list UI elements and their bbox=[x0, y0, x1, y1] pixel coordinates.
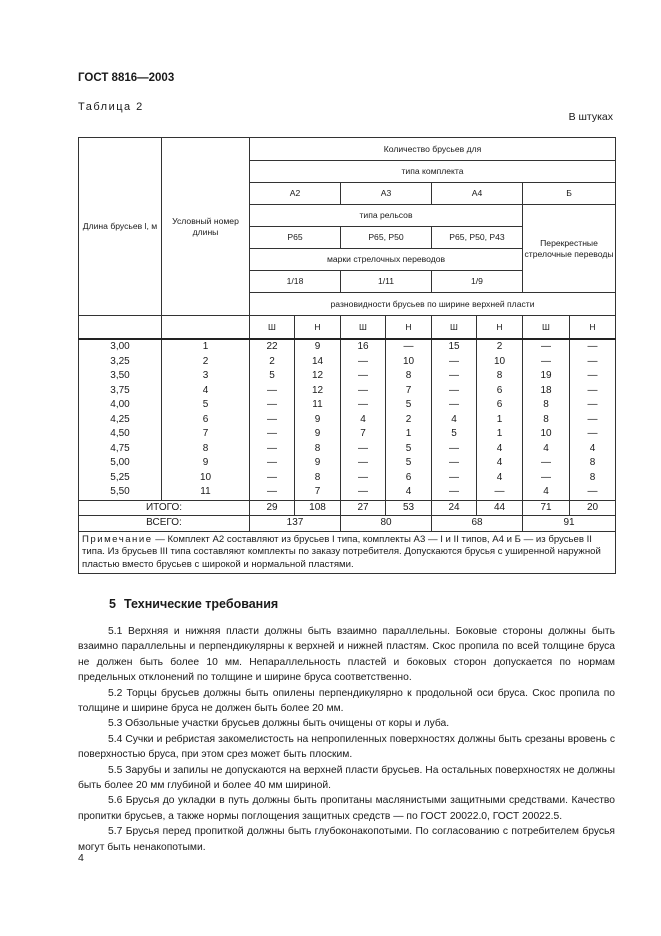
length-header: Длина брусьев l, м bbox=[79, 138, 162, 316]
sub-header: Ш bbox=[250, 316, 295, 340]
section-number: 5 bbox=[109, 597, 116, 611]
table-cell: 3,75 bbox=[79, 384, 162, 399]
table-cell: 15 bbox=[432, 339, 477, 355]
table-cell: — bbox=[523, 471, 570, 486]
table-cell: — bbox=[570, 369, 616, 384]
itogo-cell: 71 bbox=[523, 500, 570, 516]
table-cell: 4,50 bbox=[79, 427, 162, 442]
paragraph: 5.4 Сучки и ребристая закомелистость на непропиленных поверхностях должны быть срезаны вровень с поверхностью бруса, при этом срез может быть плоским. bbox=[78, 733, 615, 761]
table-cell: 8 bbox=[162, 442, 250, 457]
table-row bbox=[79, 355, 616, 370]
table-cell: — bbox=[250, 442, 295, 457]
rail-type-header: типа рельсов bbox=[250, 205, 523, 227]
table-cell: 19 bbox=[523, 369, 570, 384]
rail-r65: Р65 bbox=[250, 227, 341, 249]
table-cell: — bbox=[250, 427, 295, 442]
table-cell: — bbox=[250, 456, 295, 471]
section-title: Технические требования bbox=[123, 597, 279, 611]
kit-a2: А2 bbox=[250, 183, 341, 205]
vsego-label: ВСЕГО: bbox=[79, 516, 250, 532]
table-cell: 8 bbox=[570, 456, 616, 471]
kit-a3: А3 bbox=[341, 183, 432, 205]
sub-header: Ш bbox=[432, 316, 477, 340]
table-cell: — bbox=[341, 369, 386, 384]
table-note bbox=[79, 531, 616, 574]
table-cell: — bbox=[432, 384, 477, 399]
vsego-cell: 68 bbox=[432, 516, 523, 532]
sub-header: Ш bbox=[341, 316, 386, 340]
table-cell: — bbox=[341, 442, 386, 457]
table-cell: 6 bbox=[477, 384, 523, 399]
table-row bbox=[79, 413, 616, 428]
table-cell: — bbox=[250, 485, 295, 500]
page-number: 4 bbox=[78, 852, 84, 864]
itogo-cell: 44 bbox=[477, 500, 523, 516]
table-caption: Таблица 2 bbox=[78, 101, 144, 113]
table-cell: — bbox=[570, 427, 616, 442]
table-cell: 5 bbox=[386, 442, 432, 457]
table-cell: — bbox=[341, 485, 386, 500]
itogo-row bbox=[79, 500, 616, 516]
table-cell: 9 bbox=[295, 339, 341, 355]
table-cell: — bbox=[341, 355, 386, 370]
table-cell: 5,50 bbox=[79, 485, 162, 500]
table-cell: — bbox=[341, 398, 386, 413]
kit-b: Б bbox=[523, 183, 616, 205]
table-cell: 4 bbox=[477, 471, 523, 486]
itogo-cell: 24 bbox=[432, 500, 477, 516]
table-cell: — bbox=[570, 384, 616, 399]
table-cell: — bbox=[432, 442, 477, 457]
table-cell: 4 bbox=[386, 485, 432, 500]
table-cell: 22 bbox=[250, 339, 295, 355]
vsego-cell: 91 bbox=[523, 516, 616, 532]
table-cell: 6 bbox=[477, 398, 523, 413]
table-cell: 7 bbox=[162, 427, 250, 442]
table-cell: 3 bbox=[162, 369, 250, 384]
table-cell: — bbox=[523, 355, 570, 370]
table-cell: 3,00 bbox=[79, 339, 162, 355]
mark-1-11: 1/11 bbox=[341, 271, 432, 293]
table-cell: — bbox=[432, 355, 477, 370]
data-table bbox=[78, 137, 616, 574]
table-row bbox=[79, 369, 616, 384]
table-cell: 6 bbox=[386, 471, 432, 486]
table-cell: 5,25 bbox=[79, 471, 162, 486]
table-cell: 11 bbox=[295, 398, 341, 413]
table-cell: 3,25 bbox=[79, 355, 162, 370]
table-cell: 3,50 bbox=[79, 369, 162, 384]
table-cell: — bbox=[477, 485, 523, 500]
vsego-cell: 137 bbox=[250, 516, 341, 532]
section-heading bbox=[109, 597, 278, 611]
section-body bbox=[78, 624, 615, 855]
itogo-cell: 29 bbox=[250, 500, 295, 516]
table-unit: В штуках bbox=[568, 111, 613, 123]
kit-a4: А4 bbox=[432, 183, 523, 205]
kit-type-header: типа комплекта bbox=[250, 161, 616, 183]
table-cell: 8 bbox=[523, 398, 570, 413]
table-cell: 4 bbox=[523, 442, 570, 457]
table-cell: — bbox=[432, 485, 477, 500]
table-cell: 6 bbox=[162, 413, 250, 428]
sub-header: Н bbox=[295, 316, 341, 340]
table-row bbox=[79, 442, 616, 457]
table-cell: 18 bbox=[523, 384, 570, 399]
table-cell: 9 bbox=[295, 413, 341, 428]
table-cell: 1 bbox=[162, 339, 250, 355]
table-cell: — bbox=[432, 369, 477, 384]
table-cell: — bbox=[570, 339, 616, 355]
table-cell: 2 bbox=[477, 339, 523, 355]
table-cell: 8 bbox=[295, 442, 341, 457]
table-cell: 2 bbox=[386, 413, 432, 428]
sub-header: Н bbox=[477, 316, 523, 340]
table-row bbox=[79, 471, 616, 486]
table-row bbox=[79, 384, 616, 399]
table-cell: 12 bbox=[295, 384, 341, 399]
table-cell: 5 bbox=[250, 369, 295, 384]
table-cell: 4 bbox=[341, 413, 386, 428]
table-cell: 7 bbox=[295, 485, 341, 500]
sub-header: Н bbox=[570, 316, 616, 340]
table-cell: — bbox=[432, 456, 477, 471]
table-cell: — bbox=[341, 384, 386, 399]
table-cell: 9 bbox=[162, 456, 250, 471]
table-cell: 5 bbox=[432, 427, 477, 442]
table-cell: 5 bbox=[162, 398, 250, 413]
table-cell: 5 bbox=[386, 398, 432, 413]
mark-1-18: 1/18 bbox=[250, 271, 341, 293]
rail-r65-r50: Р65, Р50 bbox=[341, 227, 432, 249]
table-cell: — bbox=[570, 413, 616, 428]
cond-number-header: Условный номер длины bbox=[162, 138, 250, 316]
table-row bbox=[79, 339, 616, 355]
table-cell: 10 bbox=[386, 355, 432, 370]
table-cell: 4 bbox=[523, 485, 570, 500]
table-cell: — bbox=[570, 398, 616, 413]
table-cell: 1 bbox=[477, 413, 523, 428]
sub-header-spacer bbox=[162, 316, 250, 340]
table-cell: — bbox=[341, 471, 386, 486]
table-cell: 8 bbox=[295, 471, 341, 486]
paragraph: 5.6 Брусья до укладки в путь должны быть пропитаны маслянистыми защитными средствами. Качество пропитки брусьев, а также нормы поглощения защитных средств — по ГОСТ 20022.0, ГОСТ 20022.5. bbox=[78, 795, 615, 822]
paragraph: 5.2 Торцы брусьев должны быть опилены перпендикулярно к продольной оси бруса. Скос пропила по толщине и ширине бруса не должен быть более 20 мм. bbox=[78, 687, 615, 715]
sub-header-spacer bbox=[79, 316, 162, 340]
table-cell: 4,00 bbox=[79, 398, 162, 413]
table-cell: 14 bbox=[295, 355, 341, 370]
table-cell: 7 bbox=[341, 427, 386, 442]
itogo-cell: 108 bbox=[295, 500, 341, 516]
paragraph: 5.5 Зарубы и запилы не допускаются на верхней пласти брусьев. На остальных поверхностях не должны быть более 20 мм глубиной и более 40 мм шириной. bbox=[78, 764, 615, 792]
table-row bbox=[79, 398, 616, 413]
table-cell: — bbox=[341, 456, 386, 471]
table-cell: 5 bbox=[386, 456, 432, 471]
table-cell: 4 bbox=[477, 456, 523, 471]
table-cell: — bbox=[250, 398, 295, 413]
itogo-label: ИТОГО: bbox=[79, 500, 250, 516]
switch-marks-header: марки стрелочных переводов bbox=[250, 249, 523, 271]
table-cell: 8 bbox=[570, 471, 616, 486]
table-cell: — bbox=[250, 384, 295, 399]
table-cell: 9 bbox=[295, 456, 341, 471]
table-row bbox=[79, 427, 616, 442]
table-row bbox=[79, 456, 616, 471]
table-cell: 11 bbox=[162, 485, 250, 500]
table-cell: 4,75 bbox=[79, 442, 162, 457]
table-cell: 7 bbox=[386, 384, 432, 399]
variants-header: разновидности брусьев по ширине верхней пласти bbox=[250, 293, 616, 316]
table-cell: — bbox=[570, 355, 616, 370]
table-cell: 10 bbox=[523, 427, 570, 442]
mark-1-9: 1/9 bbox=[432, 271, 523, 293]
table-cell: — bbox=[432, 471, 477, 486]
table-cell: 9 bbox=[295, 427, 341, 442]
table-cell: 4 bbox=[432, 413, 477, 428]
itogo-cell: 20 bbox=[570, 500, 616, 516]
note-label: Примечание bbox=[82, 533, 153, 545]
document-header: ГОСТ 8816—2003 bbox=[78, 72, 175, 84]
table-cell: 2 bbox=[250, 355, 295, 370]
table-cell: 5,00 bbox=[79, 456, 162, 471]
cross-header: Перекрестные стрелочные переводы bbox=[523, 205, 616, 293]
table-cell: — bbox=[523, 456, 570, 471]
itogo-cell: 27 bbox=[341, 500, 386, 516]
table-cell: 10 bbox=[162, 471, 250, 486]
table-cell: 8 bbox=[523, 413, 570, 428]
table-cell: 1 bbox=[386, 427, 432, 442]
sub-header: Н bbox=[386, 316, 432, 340]
vsego-row bbox=[79, 516, 616, 532]
itogo-cell: 53 bbox=[386, 500, 432, 516]
table-cell: 10 bbox=[477, 355, 523, 370]
paragraph: 5.1 Верхняя и нижняя пласти должны быть взаимно параллельны. Боковые стороны должны быть взаимно параллельны и перпендикулярны к верхней и нижней пластям. Скос пропила по всей толщине бруса не должен быть более 10 мм. Непараллельность пластей и боковых сторон допускается по нормам предельных отклонений по толщине и ширине бруса соответственно. bbox=[78, 626, 615, 684]
table-cell: — bbox=[432, 398, 477, 413]
vsego-cell: 80 bbox=[341, 516, 432, 532]
table-cell: 8 bbox=[477, 369, 523, 384]
table-cell: 4 bbox=[162, 384, 250, 399]
table-cell: 4,25 bbox=[79, 413, 162, 428]
table-cell: 12 bbox=[295, 369, 341, 384]
table-row bbox=[79, 485, 616, 500]
table-cell: — bbox=[523, 339, 570, 355]
table-body bbox=[79, 339, 616, 500]
table-cell: 8 bbox=[386, 369, 432, 384]
paragraph: 5.3 Обзольные участки брусьев должны быть очищены от коры и луба. bbox=[108, 718, 450, 730]
table-cell: — bbox=[570, 485, 616, 500]
note-text: — Комплект А2 составляют из брусьев I типа, комплекты А3 — I и II типов, А4 и Б — из брусьев II типа. Из брусьев III типа составляют комплекты по заказу потребителя. Допускаются брусья с уширенной наружной пластью вместо брусьев с широкой и нормальной пластями. bbox=[82, 533, 601, 570]
rail-r65-r50-r43: Р65, Р50, Р43 bbox=[432, 227, 523, 249]
table-cell: — bbox=[386, 339, 432, 355]
paragraph: 5.7 Брусья перед пропиткой должны быть глубоконакопотыми. По согласованию с потребителем брусья могут быть ненакопотыми. bbox=[78, 826, 615, 853]
table-cell: 1 bbox=[477, 427, 523, 442]
table-cell: — bbox=[250, 471, 295, 486]
table-cell: 4 bbox=[477, 442, 523, 457]
table-cell: 16 bbox=[341, 339, 386, 355]
table-cell: 2 bbox=[162, 355, 250, 370]
quantity-header: Количество брусьев для bbox=[250, 138, 616, 161]
table-cell: — bbox=[250, 413, 295, 428]
sub-header: Ш bbox=[523, 316, 570, 340]
table-cell: 4 bbox=[570, 442, 616, 457]
